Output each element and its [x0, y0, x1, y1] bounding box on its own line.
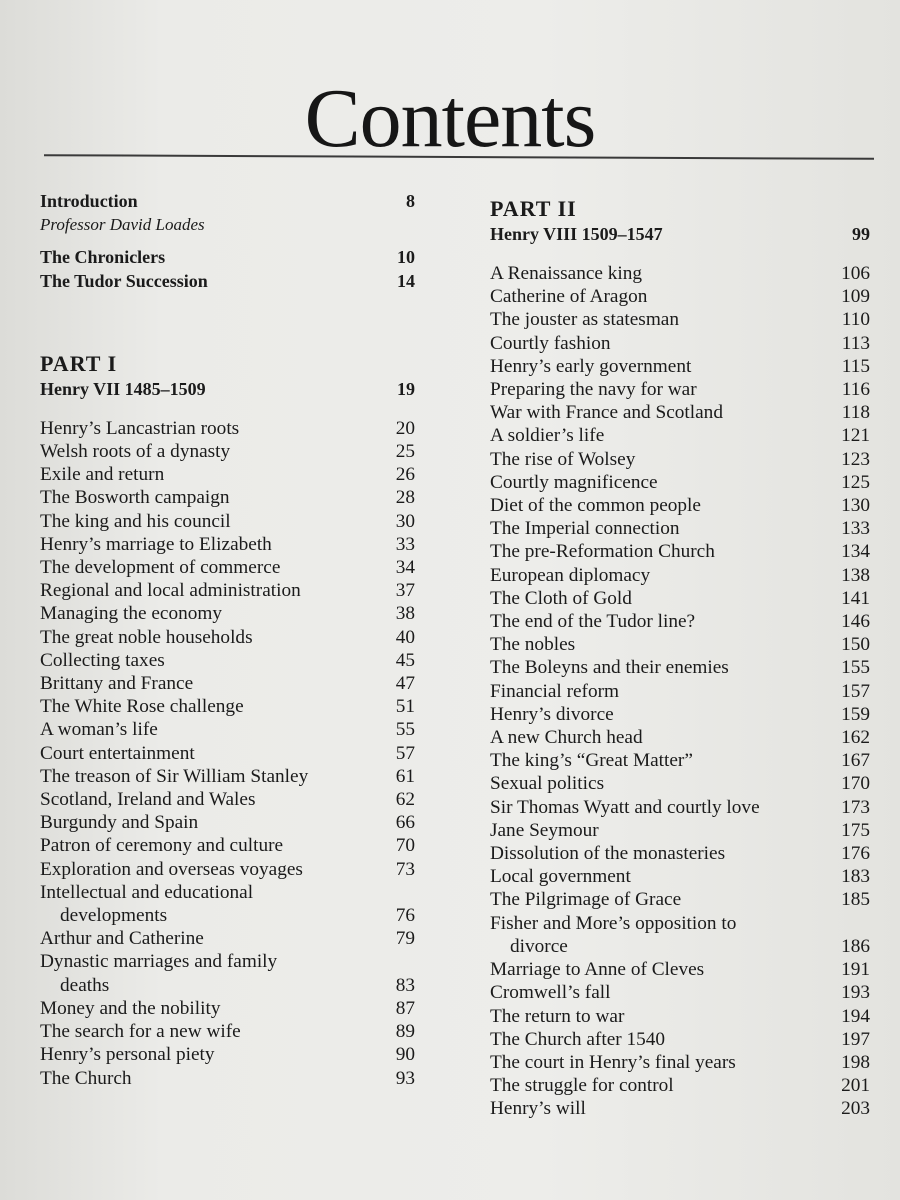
toc-entry	[490, 1005, 870, 1028]
toc-entry	[40, 927, 415, 950]
toc-entry	[40, 533, 415, 556]
toc-entry-page: 33	[395, 533, 415, 555]
toc-entry	[490, 772, 870, 795]
toc-entry-page: 30	[395, 510, 415, 532]
toc-entry-page: 155	[841, 657, 870, 679]
toc-entry	[40, 695, 415, 718]
introduction-author	[40, 213, 415, 236]
toc-entry	[490, 494, 870, 517]
toc-entry-label: Money and the nobility	[40, 997, 221, 1019]
toc-entry	[490, 703, 870, 726]
toc-entry-page: 186	[841, 935, 870, 957]
toc-entry-page: 20	[395, 417, 415, 439]
toc-entry-label: Local government	[490, 866, 631, 888]
page-title: Contents	[304, 72, 596, 165]
toc-entry-page: 40	[395, 626, 415, 648]
toc-entry	[490, 424, 870, 447]
toc-entry-page: 201	[841, 1075, 870, 1097]
toc-entry-label: The Pilgrimage of Grace	[490, 889, 682, 911]
toc-entry-label: Preparing the navy for war	[490, 379, 697, 401]
toc-entry	[40, 858, 415, 881]
toc-entry-page: 185	[841, 889, 870, 911]
toc-entry	[490, 401, 870, 424]
toc-entry-page: 109	[841, 286, 870, 308]
toc-entry-label: The rise of Wolsey	[490, 448, 636, 470]
toc-entry-label: A soldier’s life	[490, 425, 605, 447]
toc-entry	[40, 1020, 415, 1043]
toc-entry-page: 191	[841, 959, 870, 981]
toc-entry-page: 93	[395, 1067, 415, 1089]
toc-entry-label: Diet of the common people	[490, 495, 701, 517]
toc-entry-chroniclers	[40, 246, 415, 269]
toc-entry	[490, 1097, 870, 1120]
toc-entry-page: 45	[395, 649, 415, 671]
toc-entry-page: 55	[395, 719, 415, 741]
contents-left-column	[40, 190, 415, 1090]
toc-entry-page: 76	[395, 905, 415, 927]
toc-entry-page: 134	[841, 541, 870, 563]
toc-entry-page: 197	[841, 1028, 870, 1050]
toc-entry-page: 8	[406, 191, 415, 211]
toc-entry	[40, 718, 415, 741]
toc-entry-label: The Cloth of Gold	[490, 587, 632, 609]
toc-entry-page: 125	[841, 471, 870, 493]
toc-entry	[490, 726, 870, 749]
toc-entry-page: 130	[841, 495, 870, 517]
toc-entry-page: 159	[841, 703, 870, 725]
toc-entry	[490, 308, 870, 331]
toc-entry-page: 10	[397, 247, 415, 268]
toc-entry-label: Dissolution of the monasteries	[490, 843, 726, 865]
part-subheading-label: Henry VIII 1509–1547	[490, 224, 663, 244]
toc-entry-label: Scotland, Ireland and Wales	[40, 789, 256, 811]
toc-entry-page: 57	[395, 742, 415, 764]
toc-entry-page: 73	[395, 858, 415, 880]
toc-entry	[490, 610, 870, 633]
part-subheading-label: Henry VII 1485–1509	[40, 378, 206, 399]
toc-entry-label: The search for a new wife	[40, 1021, 241, 1043]
part-subheading-page: 99	[852, 224, 870, 244]
part1-entry-list	[40, 417, 415, 1090]
toc-entry-label: Henry’s personal piety	[40, 1044, 215, 1066]
toc-entry-label: The Chroniclers	[40, 247, 166, 268]
toc-entry	[490, 1074, 870, 1097]
toc-entry-page: 183	[841, 866, 870, 888]
toc-entry	[490, 912, 870, 958]
toc-entry	[490, 262, 870, 285]
toc-entry-page: 141	[841, 587, 870, 609]
toc-entry-label: The nobles	[490, 634, 576, 656]
toc-entry-page: 14	[397, 270, 415, 291]
toc-entry	[40, 997, 415, 1020]
toc-entry-label: The development of commerce	[40, 557, 281, 579]
toc-entry-page: 118	[841, 402, 870, 424]
toc-entry	[490, 842, 870, 865]
toc-entry-label: Courtly fashion	[490, 332, 611, 354]
toc-entry	[490, 587, 870, 610]
toc-entry	[490, 517, 870, 540]
toc-entry-page: 70	[395, 835, 415, 857]
toc-entry-label: Henry’s Lancastrian roots	[40, 417, 240, 439]
toc-entry-page: 26	[395, 464, 415, 486]
toc-entry	[490, 1028, 870, 1051]
toc-entry	[490, 981, 870, 1004]
toc-entry-label: Burgundy and Spain	[40, 812, 199, 834]
toc-entry	[490, 656, 870, 679]
toc-entry-page: 66	[395, 812, 415, 834]
toc-entry-page: 38	[395, 603, 415, 625]
toc-entry	[40, 765, 415, 788]
toc-entry	[490, 819, 870, 842]
toc-entry-page: 123	[841, 448, 870, 470]
toc-entry-label: The Church	[40, 1067, 132, 1089]
toc-entry-label: Dynastic marriages and family	[40, 951, 278, 973]
part-heading: PART II	[490, 196, 577, 221]
toc-entry	[490, 471, 870, 494]
toc-entry-label: The White Rose challenge	[40, 696, 244, 718]
toc-entry-page: 146	[841, 611, 870, 633]
toc-entry-page: 175	[841, 819, 870, 841]
toc-entry-label: Henry’s divorce	[490, 703, 614, 725]
toc-entry	[40, 834, 415, 857]
toc-entry-label: Introduction	[40, 191, 138, 211]
toc-entry-label: Henry’s will	[490, 1098, 586, 1120]
toc-entry-label: The return to war	[490, 1005, 625, 1027]
toc-entry-page: 113	[841, 332, 870, 354]
toc-entry	[40, 602, 415, 625]
toc-entry-page: 25	[395, 441, 415, 463]
toc-entry-label: The pre-Reformation Church	[490, 541, 715, 563]
toc-entry	[40, 950, 415, 996]
toc-entry-label: Exile and return	[40, 464, 165, 486]
part-subheading-page: 19	[397, 378, 415, 399]
toc-entry-label: Sir Thomas Wyatt and courtly love	[490, 796, 760, 818]
toc-entry	[490, 633, 870, 656]
toc-entry-label: The court in Henry’s final years	[490, 1051, 736, 1073]
toc-entry-label: The Tudor Succession	[40, 270, 208, 291]
toc-entry-page: 106	[841, 263, 870, 284]
toc-entry-label: Marriage to Anne of Cleves	[490, 959, 705, 981]
toc-entry-label: Financial reform	[490, 680, 620, 702]
toc-entry	[490, 1051, 870, 1074]
toc-entry	[40, 579, 415, 602]
toc-entry-page: 162	[841, 727, 870, 749]
toc-entry-page: 176	[841, 843, 870, 865]
toc-entry	[40, 440, 415, 463]
toc-entry-page: 62	[395, 789, 415, 811]
toc-entry	[40, 881, 415, 927]
toc-entry-label: A woman’s life	[40, 719, 158, 741]
toc-entry-label: Henry’s marriage to Elizabeth	[40, 533, 272, 555]
toc-entry	[40, 742, 415, 765]
part-subheading	[40, 377, 415, 401]
toc-entry-label: The Bosworth campaign	[40, 487, 230, 509]
toc-entry-page: 193	[841, 982, 870, 1004]
toc-entry-page: 28	[395, 487, 415, 509]
toc-entry-label-continued: deaths	[60, 974, 110, 996]
toc-entry-page: 34	[395, 557, 415, 579]
toc-entry	[40, 556, 415, 579]
toc-entry-label: Cromwell’s fall	[490, 982, 611, 1004]
toc-entry-label: Brittany and France	[40, 673, 194, 695]
toc-entry	[490, 680, 870, 703]
toc-entry-label: War with France and Scotland	[490, 402, 723, 424]
toc-entry	[40, 1067, 415, 1090]
toc-entry-label-continued: divorce	[510, 935, 568, 957]
toc-entry-label: Court entertainment	[40, 742, 195, 764]
toc-entry	[490, 749, 870, 772]
toc-entry-page: 116	[841, 379, 870, 401]
toc-entry	[490, 888, 870, 911]
toc-entry	[490, 378, 870, 401]
toc-entry-page: 37	[395, 580, 415, 602]
toc-entry-label: Welsh roots of a dynasty	[40, 441, 231, 463]
toc-entry-label: The struggle for control	[490, 1075, 674, 1097]
toc-entry-label: The great noble households	[40, 626, 253, 648]
toc-entry-label: Arthur and Catherine	[40, 928, 204, 950]
toc-entry-page: 138	[841, 564, 870, 586]
toc-entry-label: Courtly magnificence	[490, 471, 658, 493]
toc-entry-label: The Boleyns and their enemies	[490, 657, 729, 679]
part-heading: PART I	[40, 350, 118, 376]
toc-entry-label: The jouster as statesman	[490, 309, 680, 331]
toc-entry	[40, 626, 415, 649]
toc-entry	[490, 564, 870, 587]
toc-entry	[490, 958, 870, 981]
contents-right-column	[490, 196, 870, 1121]
toc-entry-label: The end of the Tudor line?	[490, 611, 696, 633]
toc-entry	[40, 672, 415, 695]
toc-entry-label: The treason of Sir William Stanley	[40, 765, 309, 787]
toc-entry-page: 110	[841, 309, 870, 331]
toc-entry-page: 115	[841, 355, 870, 377]
toc-entry	[40, 811, 415, 834]
toc-entry-label: Henry’s early government	[490, 355, 692, 377]
toc-entry-label-continued: developments	[60, 905, 168, 927]
toc-entry-page: 198	[841, 1051, 870, 1073]
toc-entry-label: Jane Seymour	[490, 819, 599, 841]
toc-entry-page: 89	[395, 1021, 415, 1043]
toc-entry-label: Sexual politics	[490, 773, 605, 795]
toc-entry-label: Collecting taxes	[40, 649, 165, 671]
toc-entry-page: 61	[395, 765, 415, 787]
toc-entry	[490, 448, 870, 471]
toc-entry-page: 90	[395, 1044, 415, 1066]
toc-entry-page: 47	[395, 673, 415, 695]
toc-entry	[490, 865, 870, 888]
toc-entry-label: Intellectual and educational	[40, 881, 254, 903]
toc-entry-label: Regional and local administration	[40, 580, 301, 602]
toc-entry-page: 203	[841, 1098, 870, 1120]
part-subheading	[490, 222, 870, 246]
toc-entry-label: A Renaissance king	[490, 263, 643, 284]
toc-entry-label: Managing the economy	[40, 603, 223, 625]
toc-entry	[40, 463, 415, 486]
toc-entry-label: A new Church head	[490, 727, 643, 749]
toc-entry-page: 194	[841, 1005, 870, 1027]
toc-entry-label: Fisher and More’s opposition to	[490, 912, 737, 934]
toc-entry-label: The king’s “Great Matter”	[490, 750, 693, 772]
toc-entry-page: 51	[395, 696, 415, 718]
toc-entry-page: 87	[395, 997, 415, 1019]
toc-entry	[40, 417, 415, 440]
part2-entry-list	[490, 262, 870, 1121]
toc-entry-label: The king and his council	[40, 510, 231, 532]
author-name: Professor David Loades	[40, 215, 205, 235]
toc-entry	[40, 510, 415, 533]
toc-entry	[40, 649, 415, 672]
toc-entry	[490, 285, 870, 308]
toc-entry	[40, 788, 415, 811]
toc-entry-introduction	[40, 190, 415, 213]
toc-entry-page: 157	[841, 680, 870, 702]
toc-entry	[40, 1043, 415, 1066]
toc-entry	[490, 540, 870, 563]
toc-entry-page: 79	[395, 928, 415, 950]
toc-entry-page: 170	[841, 773, 870, 795]
toc-entry-label: Patron of ceremony and culture	[40, 835, 284, 857]
toc-entry	[490, 796, 870, 819]
toc-entry-tudor-succession	[40, 270, 415, 293]
toc-entry-page: 83	[395, 974, 415, 996]
toc-entry-page: 133	[841, 518, 870, 540]
toc-entry-page: 121	[841, 425, 870, 447]
toc-entry-page: 173	[841, 796, 870, 818]
toc-entry	[490, 332, 870, 355]
toc-entry-label: European diplomacy	[490, 564, 651, 586]
toc-entry	[40, 486, 415, 509]
toc-entry-label: Catherine of Aragon	[490, 286, 648, 308]
toc-entry-label: The Imperial connection	[490, 518, 680, 540]
toc-entry	[490, 355, 870, 378]
toc-entry-page: 167	[841, 750, 870, 772]
toc-entry-label: The Church after 1540	[490, 1028, 666, 1050]
toc-entry-page: 150	[841, 634, 870, 656]
toc-entry-label: Exploration and overseas voyages	[40, 858, 303, 880]
